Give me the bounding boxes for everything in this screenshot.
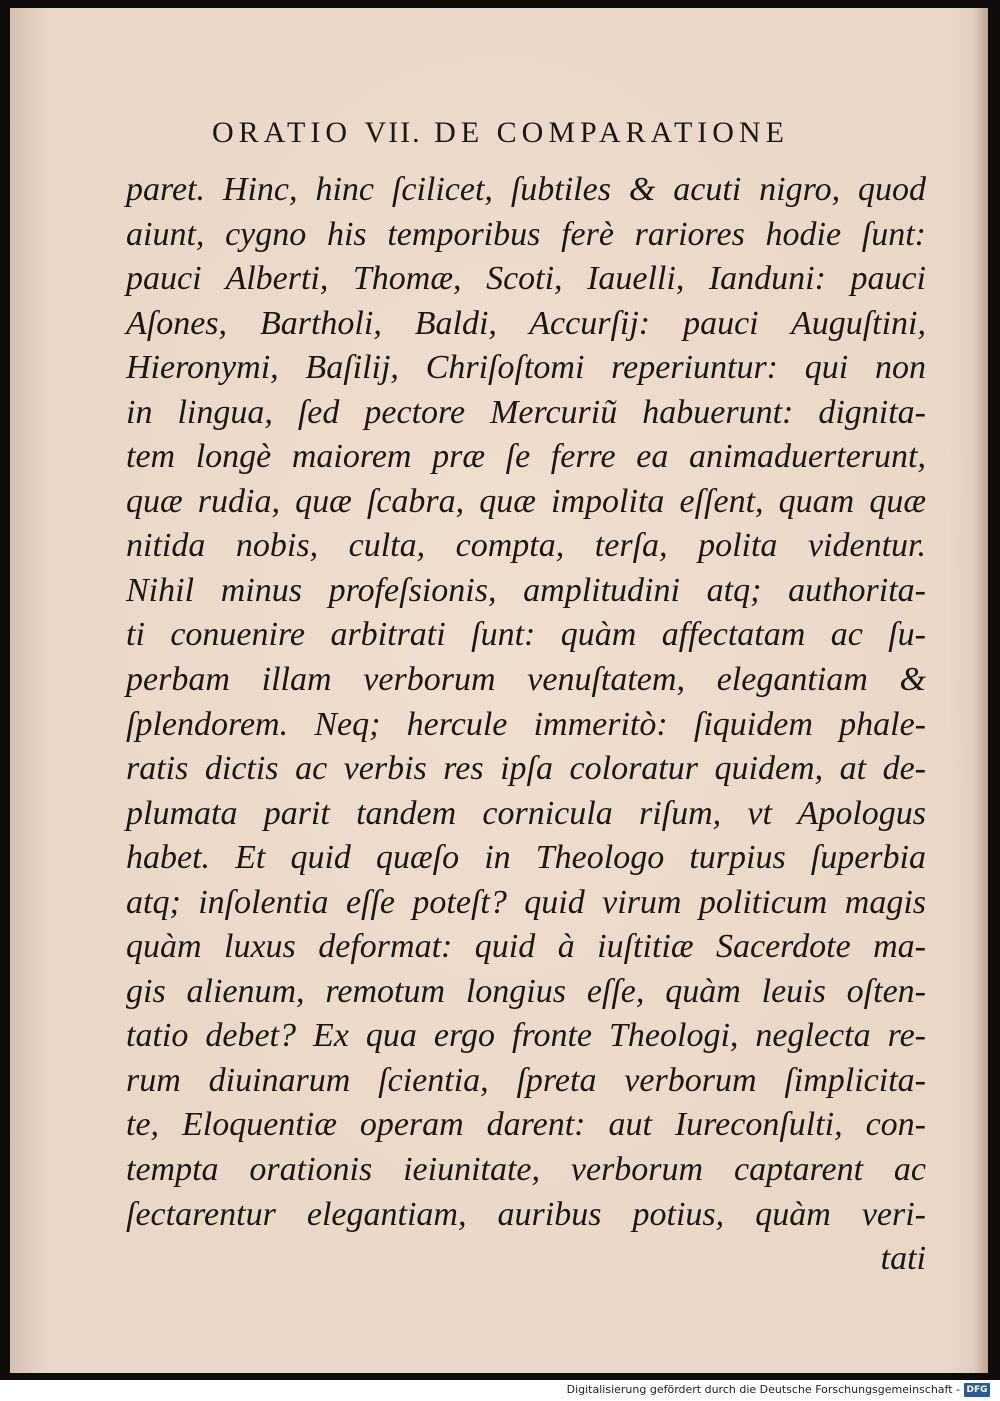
dfg-logo: DFG xyxy=(964,1383,990,1397)
text-line: Nihil minus profeſsionis, amplitudini atq; authorita- xyxy=(126,571,926,609)
text-line: in lingua, ſed pectore Mercuriũ habuerunt: dignita- xyxy=(126,393,926,431)
catchword: tati xyxy=(880,1240,926,1278)
text-line: Aſones, Bartholi, Baldi, Accurſij: pauci Auguſtini, xyxy=(126,304,926,342)
text-line: rum diuinarum ſcientia, ſpreta verborum ſimplicita- xyxy=(126,1061,926,1099)
running-title-word: ORATIO xyxy=(212,116,352,149)
text-line: aiunt, cygno his temporibus ferè rariores hodie ſunt: xyxy=(126,215,926,253)
text-line: ratis dictis ac verbis res ipſa coloratur quidem, at de- xyxy=(126,750,926,788)
text-line: Hieronymi, Baſilij, Chriſoſtomi reperiuntur: qui non xyxy=(126,349,926,387)
page-edge xyxy=(974,8,988,1373)
running-title-subject: DE COMPARATIONE xyxy=(434,116,789,149)
text-line: quàm luxus deformat: quid à iuſtitiæ Sacerdote ma- xyxy=(126,928,926,966)
text-line: atq; inſolentia eſſe poteſt? quid virum politicum magis xyxy=(126,883,926,921)
text-line: perbam illam verborum venuſtatem, elegantiam & xyxy=(126,661,926,699)
text-line: ti conuenire arbitrati ſunt: quàm affectatam ac ſu- xyxy=(126,616,926,654)
text-line: tem longè maiorem præ ſe ferre ea animaduerterunt, xyxy=(126,438,926,476)
text-line: ſectarentur elegantiam, auribus potius, quàm veri- xyxy=(126,1195,926,1233)
text-line: ſplendorem. Neq; hercule immeritò: ſiquidem phale- xyxy=(126,705,926,743)
text-line: nitida nobis, culta, compta, terſa, polita videntur. xyxy=(126,527,926,565)
running-title xyxy=(212,116,872,164)
text-line: quæ rudia, quæ ſcabra, quæ impolita eſſent, quam quæ xyxy=(126,482,926,520)
text-line: habet. Et quid quæſo in Theologo turpius ſuperbia xyxy=(126,839,926,877)
text-line: te, Eloquentiæ operam darent: aut Iureconſulti, con- xyxy=(126,1106,926,1144)
text-line: tatio debet? Ex qua ergo fronte Theologi, neglecta re- xyxy=(126,1017,926,1055)
text-line: plumata parit tandem cornicula riſum, vt Apologus xyxy=(126,794,926,832)
body-text xyxy=(126,168,926,1282)
funding-note: Digitalisierung gefördert durch die Deutsche Forschungsgemeinschaft - xyxy=(566,1383,960,1396)
text-line: paret. Hinc, hinc ſcilicet, ſubtiles & acuti nigro, quod xyxy=(126,171,926,208)
text-line: gis alienum, remotum longius eſſe, quàm leuis oſten- xyxy=(126,972,926,1010)
running-title-number: VII. xyxy=(364,116,422,149)
text-line: tempta orationis ieiunitate, verborum captarent ac xyxy=(126,1151,926,1189)
footer-bar xyxy=(0,1380,1000,1401)
text-line: pauci Alberti, Thomæ, Scoti, Iauelli, Ianduni: pauci xyxy=(126,260,926,298)
